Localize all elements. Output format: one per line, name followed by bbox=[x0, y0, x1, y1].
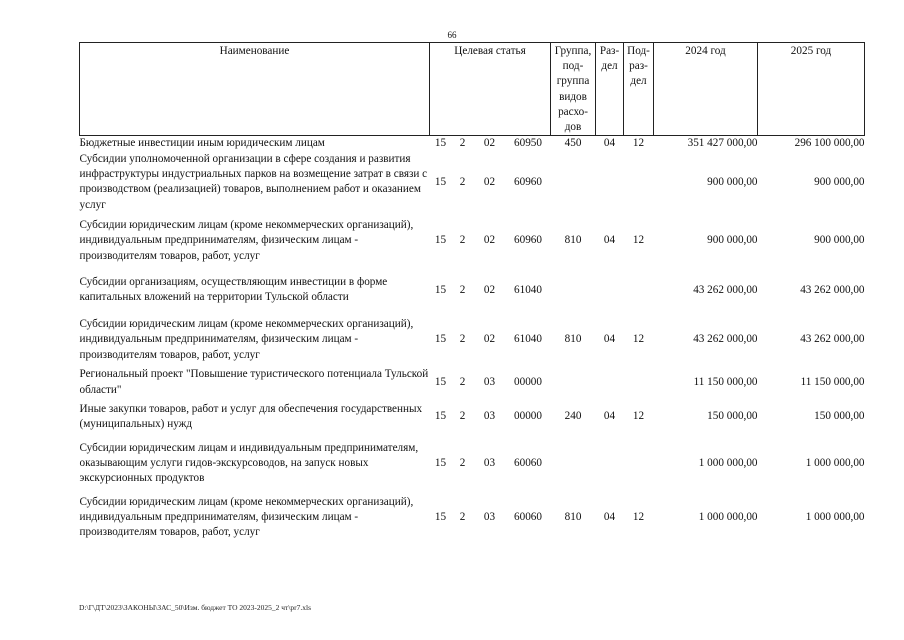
row-amount-2025: 900 000,00 bbox=[814, 175, 865, 188]
row-amount-2025: 900 000,00 bbox=[814, 234, 865, 247]
row-target-subprogram: 2 bbox=[459, 175, 466, 188]
table-row bbox=[80, 436, 865, 492]
row-target-event: 03 bbox=[483, 511, 496, 524]
row-name: Субсидии юридическим лицам (кроме некоммерческих организаций), индивидуальным предпринимателям, физическим лицам - производителям товаров, работ, услуг bbox=[79, 318, 414, 361]
row-expense-group: 810 bbox=[564, 511, 582, 524]
table-header-row bbox=[80, 43, 865, 136]
page-number: 66 bbox=[447, 30, 457, 40]
row-target-subprogram: 2 bbox=[459, 333, 466, 346]
row-target-program: 15 bbox=[434, 457, 447, 470]
row-target-direction: 00000 bbox=[514, 410, 542, 423]
row-target-event: 02 bbox=[483, 333, 496, 346]
row-expense-group bbox=[551, 151, 596, 213]
row-subsection bbox=[624, 436, 654, 492]
row-amount-2024: 43 262 000,00 bbox=[693, 333, 758, 346]
header-year-2024: 2024 год bbox=[654, 43, 758, 136]
row-subsection: 12 bbox=[632, 511, 645, 524]
row-subsection bbox=[624, 268, 654, 312]
row-target-subprogram: 2 bbox=[459, 234, 466, 247]
row-subsection: 12 bbox=[632, 234, 645, 247]
row-amount-2025: 150 000,00 bbox=[814, 410, 865, 423]
row-expense-group: 810 bbox=[564, 333, 582, 346]
row-target-event: 02 bbox=[483, 137, 496, 150]
table-row bbox=[80, 151, 865, 213]
row-amount-2024: 11 150 000,00 bbox=[693, 376, 758, 389]
row-section: 04 bbox=[603, 333, 616, 346]
row-target-program: 15 bbox=[434, 511, 447, 524]
file-path-footer: D:\Г\ДТ\2023\ЗАКОНЫ\ЗАС_50\Изм. бюджет ТО 2023-2025_2 чт\pr7.xls bbox=[79, 603, 312, 612]
row-amount-2024: 900 000,00 bbox=[707, 175, 758, 188]
row-target-program: 15 bbox=[434, 410, 447, 423]
row-target-program: 15 bbox=[434, 137, 447, 150]
row-expense-group bbox=[551, 436, 596, 492]
row-target-program: 15 bbox=[434, 175, 447, 188]
row-section: 04 bbox=[603, 137, 616, 150]
row-target-subprogram: 2 bbox=[459, 410, 466, 423]
row-name: Иные закупки товаров, работ и услуг для обеспечения государственных (муниципальных) нужд bbox=[79, 402, 423, 430]
row-amount-2025: 1 000 000,00 bbox=[805, 511, 865, 524]
row-amount-2025: 11 150 000,00 bbox=[800, 376, 865, 389]
budget-table bbox=[79, 42, 865, 544]
header-subsection: Под-раз-дел bbox=[624, 43, 654, 136]
row-expense-group: 810 bbox=[564, 234, 582, 247]
row-subsection bbox=[624, 151, 654, 213]
row-target-direction: 60060 bbox=[514, 511, 542, 524]
row-expense-group bbox=[551, 367, 596, 397]
row-target-direction: 60960 bbox=[514, 175, 542, 188]
row-amount-2024: 1 000 000,00 bbox=[698, 457, 758, 470]
row-subsection: 12 bbox=[632, 137, 645, 150]
row-amount-2024: 43 262 000,00 bbox=[693, 283, 758, 296]
row-target-event: 02 bbox=[483, 234, 496, 247]
row-target-program: 15 bbox=[434, 333, 447, 346]
row-section bbox=[596, 151, 624, 213]
row-target-subprogram: 2 bbox=[459, 511, 466, 524]
header-expense-group: Группа, под-группа видов расхо-дов bbox=[551, 43, 596, 136]
table-row bbox=[80, 136, 865, 152]
row-target-direction: 60060 bbox=[514, 457, 542, 470]
row-section: 04 bbox=[603, 234, 616, 247]
row-target-program: 15 bbox=[434, 283, 447, 296]
row-target-event: 02 bbox=[483, 175, 496, 188]
header-section: Раз-дел bbox=[596, 43, 624, 136]
row-target-direction: 60960 bbox=[514, 234, 542, 247]
row-amount-2024: 900 000,00 bbox=[707, 234, 758, 247]
header-year-2025: 2025 год bbox=[758, 43, 865, 136]
row-name: Субсидии юридическим лицам (кроме некоммерческих организаций), индивидуальным предпринимателям, физическим лицам - производителям товаров, работ, услуг bbox=[79, 219, 414, 262]
row-name: Субсидии организациям, осуществляющим инвестиции в форме капитальных вложений на территории Тульской области bbox=[79, 276, 388, 304]
row-target-subprogram: 2 bbox=[459, 457, 466, 470]
row-target-direction: 61040 bbox=[514, 333, 542, 346]
row-target-subprogram: 2 bbox=[459, 376, 466, 389]
row-subsection: 12 bbox=[632, 333, 645, 346]
row-amount-2024: 351 427 000,00 bbox=[687, 137, 758, 150]
row-amount-2025: 1 000 000,00 bbox=[805, 457, 865, 470]
row-target-event: 03 bbox=[483, 410, 496, 423]
row-name: Субсидии юридическим лицам и индивидуальным предпринимателям, оказывающим услуги гидов-экскурсоводов, на запуск новых экскурсионных продуктов bbox=[79, 442, 419, 485]
row-target-subprogram: 2 bbox=[459, 137, 466, 150]
row-target-program: 15 bbox=[434, 234, 447, 247]
row-target-direction: 61040 bbox=[514, 283, 542, 296]
header-target-article: Целевая статья bbox=[430, 43, 551, 136]
row-target-event: 03 bbox=[483, 457, 496, 470]
row-amount-2024: 1 000 000,00 bbox=[698, 511, 758, 524]
row-expense-group: 240 bbox=[564, 410, 582, 423]
row-subsection: 12 bbox=[632, 410, 645, 423]
row-section: 04 bbox=[603, 511, 616, 524]
row-target-subprogram: 2 bbox=[459, 283, 466, 296]
row-target-event: 02 bbox=[483, 283, 496, 296]
header-name: Наименование bbox=[80, 43, 430, 136]
row-amount-2024: 150 000,00 bbox=[707, 410, 758, 423]
row-subsection bbox=[624, 367, 654, 397]
row-name: Субсидии уполномоченной организации в сфере создания и развития инфраструктуры индустриальных парков на возмещение затрат в связи с производством (реализацией) товаров, выполнением работ и оказанием услуг bbox=[79, 153, 428, 211]
row-target-direction: 60950 bbox=[514, 137, 542, 150]
row-name: Бюджетные инвестиции иным юридическим лицам bbox=[79, 137, 325, 150]
row-target-event: 03 bbox=[483, 376, 496, 389]
table-row bbox=[80, 398, 865, 436]
row-name: Региональный проект "Повышение туристического потенциала Тульской области" bbox=[79, 368, 429, 396]
row-expense-group: 450 bbox=[564, 137, 582, 150]
row-amount-2025: 43 262 000,00 bbox=[800, 333, 865, 346]
table-row bbox=[80, 492, 865, 544]
row-section bbox=[596, 268, 624, 312]
row-section: 04 bbox=[603, 410, 616, 423]
row-expense-group bbox=[551, 268, 596, 312]
table-row bbox=[80, 213, 865, 268]
table-row bbox=[80, 312, 865, 367]
row-target-program: 15 bbox=[434, 376, 447, 389]
row-name: Субсидии юридическим лицам (кроме некоммерческих организаций), индивидуальным предпринимателям, физическим лицам - производителям товаров, работ, услуг bbox=[79, 496, 414, 539]
row-amount-2025: 296 100 000,00 bbox=[794, 137, 865, 150]
row-section bbox=[596, 436, 624, 492]
row-target-direction: 00000 bbox=[514, 376, 542, 389]
row-section bbox=[596, 367, 624, 397]
table-row bbox=[80, 367, 865, 397]
row-amount-2025: 43 262 000,00 bbox=[800, 283, 865, 296]
table-row bbox=[80, 268, 865, 312]
